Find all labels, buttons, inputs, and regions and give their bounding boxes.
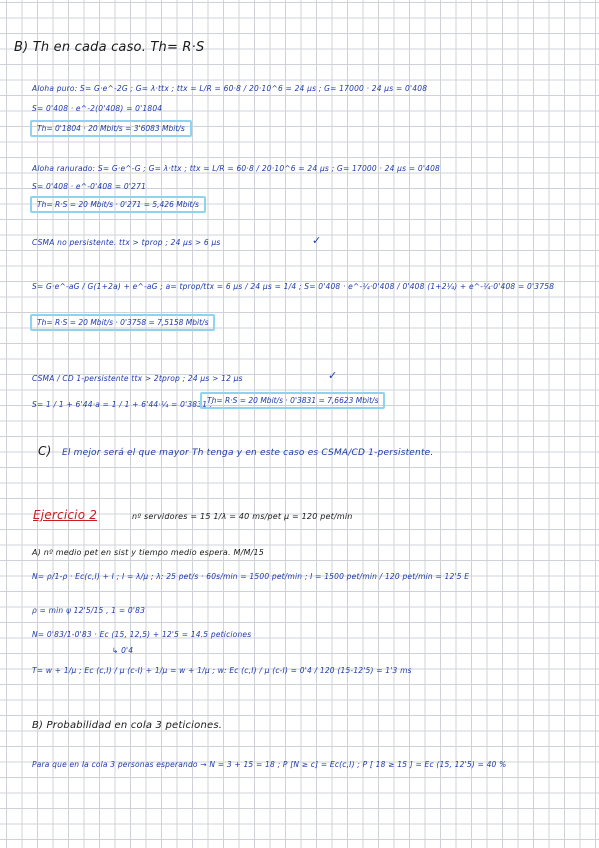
aloha-ranurado-line2: S= 0'408 · e^-0'408 = 0'271: [32, 182, 147, 191]
section-b2-line1: Para que en la cola 3 personas esperando → N = 3 + 15 = 18 ; P [N ≥ c] = Ec(c,I) ; P [ 18 ≥ 15 ] = Ec (15, 12'5) = 40 %: [32, 760, 507, 769]
aloha-puro-line2: S= 0'408 · e^-2(0'408) = 0'1804: [32, 104, 163, 113]
section-a-line3: N= 0'83/1-0'83 · Ec (15, 12,5) + 12'5 = 14.5 peticiones: [32, 630, 252, 639]
csma-cd-result-box: Th= R·S = 20 Mbit/s · 0'3831 = 7,6623 Mbit/s: [200, 392, 385, 409]
csma-np-line2: S= G·e^-aG / G(1+2a) + e^-aG ; a= tprop/ttx = 6 μs / 24 μs = 1/4 ; S= 0'408 · e^-¼·0'408 / 0'408 (1+2¼) + e^-¼·0'408 = 0'3758: [32, 282, 555, 291]
section-a-line4: T= w + 1/μ ; Ec (c,I) / μ (c-I) + 1/μ = w + 1/μ ; w: Ec (c,I) / μ (c-I) = 0'4 / 120 (15-12'5) = 1'3 ms: [32, 666, 412, 675]
aloha-ranurado-result-box: Th= R·S = 20 Mbit/s · 0'271 = 5,426 Mbit/s: [30, 196, 206, 213]
section-a-line1: N= ρ/1-ρ · Ec(c,I) + I ; I = λ/μ ; λ: 25 pet/s · 60s/min = 1500 pet/min ; I = 1500 pet/min / 120 pet/min = 12'5 E: [32, 572, 470, 581]
csma-cd-line2: S= 1 / 1 + 6'44·a = 1 / 1 + 6'44·¼ = 0'3831 ;: [32, 400, 213, 409]
exercise-2-params: nº servidores = 15 1/λ = 40 ms/pet μ = 120 pet/min: [132, 512, 353, 521]
section-b-heading: B) Th en cada caso. Th= R·S: [14, 40, 205, 55]
section-a-title: A) nº medio pet en sist y tiempo medio espera. M/M/15: [32, 548, 265, 557]
csma-np-result-box: Th= R·S = 20 Mbit/s · 0'3758 = 7,5158 Mbit/s: [30, 314, 215, 331]
exercise-2-title: Ejercicio 2: [33, 508, 98, 522]
aloha-puro-result-box: Th= 0'1804 · 20 Mbit/s = 3'6083 Mbit/s: [30, 120, 192, 137]
section-a-line3b: ↳ 0'4: [112, 646, 134, 655]
section-b2-title: B) Probabilidad en cola 3 peticiones.: [32, 720, 223, 731]
conclusion-text: El mejor será el que mayor Th tenga y en este caso es CSMA/CD 1-persistente.: [62, 448, 434, 458]
section-a-line2: ρ = min ψ 12'5/15 , 1 = 0'83: [32, 606, 146, 615]
aloha-ranurado-line1: Aloha ranurado: S= G·e^-G ; G= λ·ttx ; ttx = L/R = 60·8 / 20·10^6 = 24 μs ; G= 17000 · 24 μs = 0'408: [32, 164, 441, 173]
section-c-heading: C): [38, 444, 52, 458]
csma-cd-line1: CSMA / CD 1-persistente ttx > 2tprop ; 24 μs > 12 μs: [32, 374, 243, 383]
csma-np-line1: CSMA no persistente. ttx > tprop ; 24 μs > 6 μs: [32, 238, 221, 247]
aloha-puro-line1: Aloha puro: S= G·e^-2G ; G= λ·ttx ; ttx = L/R = 60·8 / 20·10^6 = 24 μs ; G= 17000 · 24 μs = 0'408: [32, 84, 428, 93]
checkmark-icon: ✓: [312, 234, 322, 247]
checkmark-icon: ✓: [328, 369, 338, 382]
